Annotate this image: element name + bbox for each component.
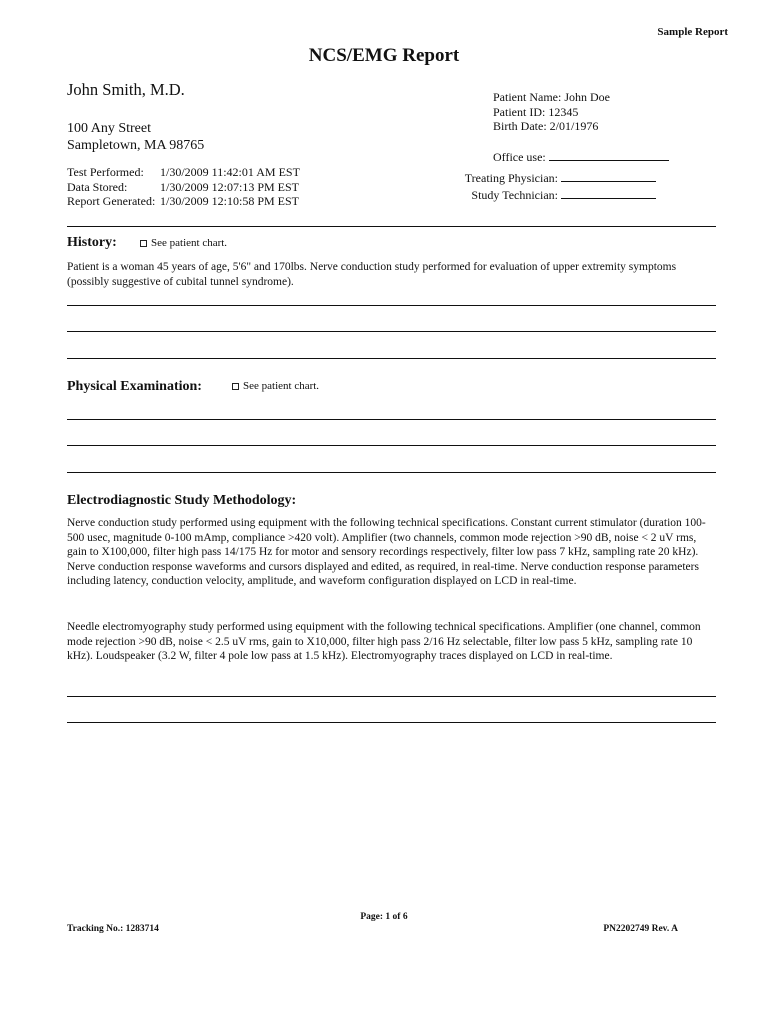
- treating-physician-row: [465, 170, 656, 187]
- physical-exam-heading: Physical Examination:: [67, 379, 202, 394]
- patient-id: Patient ID: 12345: [493, 104, 579, 119]
- methodology-line[interactable]: [67, 696, 716, 697]
- provider-street: 100 Any Street: [67, 121, 151, 136]
- methodology-line[interactable]: [67, 722, 716, 723]
- physical-exam-line[interactable]: [67, 419, 716, 420]
- study-technician-label: Study Technician:: [471, 188, 558, 202]
- checkbox-icon: [232, 383, 239, 390]
- report-title: NCS/EMG Report: [308, 45, 460, 66]
- treating-physician-label: Treating Physician:: [464, 171, 558, 185]
- office-use-field[interactable]: [549, 150, 669, 161]
- part-number: PN2202749 Rev. A: [603, 924, 678, 934]
- checkbox-icon: [140, 240, 147, 247]
- test-row: [67, 194, 300, 209]
- provider-name: John Smith, M.D.: [67, 80, 185, 99]
- history-heading: History:: [67, 235, 117, 250]
- test-label: Data Stored:: [67, 179, 128, 194]
- history-line[interactable]: [67, 358, 716, 359]
- history-line[interactable]: [67, 331, 716, 332]
- test-label: Report Generated:: [67, 194, 156, 208]
- study-technician-field[interactable]: [561, 188, 656, 199]
- sample-report-label: Sample Report: [657, 26, 728, 38]
- patient-info: [493, 90, 610, 134]
- office-use-row: [493, 150, 669, 165]
- tracking-number: Tracking No.: 1283714: [67, 924, 159, 934]
- history-text: Patient is a woman 45 years of age, 5'6" and 170lbs. Nerve conduction study performed for evaluation of upper extremity symptoms (possibly suggestive of cubital tunnel syndrome).: [67, 261, 677, 288]
- page-number: Page: 1 of 6: [360, 912, 408, 922]
- methodology-paragraph-ncs: Nerve conduction study performed using equipment with the following technical specifications. Constant current stimulator (duration 100-500 usec, magnitude 0-100 mAmp, compliance >420 volt). Amplifier (two channels, common mode rejection >90 dB, noise < 2 uV rms, gain to X100,000, filter high pass 14/175 Hz for motor and sensory recordings respectively, filter low pass 7 kHz, sampling rate 20 kHz). Nerve conduction response waveforms and cursors displayed and edited, as required, in real-time. Nerve conduction response parameters including latency, conduction velocity, amplitude, and waveform configuration displayed on LCD in real-time.: [67, 517, 706, 588]
- patient-name: Patient Name: John Doe: [493, 90, 610, 104]
- test-value: 1/30/2009 12:07:13 PM EST: [160, 179, 300, 194]
- history-checkbox-label: See patient chart.: [151, 237, 228, 249]
- physical-exam-line[interactable]: [67, 445, 716, 446]
- test-row: [67, 165, 300, 180]
- test-value: 1/30/2009 12:10:58 PM EST: [160, 194, 300, 208]
- test-value: 1/30/2009 11:42:01 AM EST: [160, 165, 300, 179]
- history-checkbox[interactable]: [140, 237, 227, 249]
- test-row: [67, 180, 300, 195]
- staff-block: [465, 170, 656, 204]
- provider-city: Sampletown, MA 98765: [67, 138, 205, 153]
- treating-physician-field[interactable]: [561, 171, 656, 182]
- methodology-paragraph-emg: Needle electromyography study performed using equipment with the following technical specifications. Amplifier (one channel, common mode rejection >90 dB, noise < 2.5 uV rms, gain to X10,000, filter high pass 2/16 Hz selectable, filter low pass 5 kHz, sampling rate 10 kHz). Loudspeaker (3.2 W, filter 4 pole low pass at 1.5 kHz). Electromyography traces displayed on LCD in real-time.: [67, 621, 701, 663]
- test-times: [67, 165, 300, 209]
- methodology-heading: Electrodiagnostic Study Methodology:: [67, 493, 297, 508]
- header-divider: [67, 226, 716, 227]
- physical-exam-checkbox-label: See patient chart.: [243, 380, 320, 392]
- test-label: Test Performed:: [67, 165, 144, 179]
- office-use-label: Office use:: [493, 150, 546, 164]
- physical-exam-checkbox[interactable]: [232, 380, 319, 392]
- study-technician-row: [465, 187, 656, 204]
- physical-exam-line[interactable]: [67, 472, 716, 473]
- patient-birth-date: Birth Date: 2/01/1976: [493, 119, 599, 133]
- history-line[interactable]: [67, 305, 716, 306]
